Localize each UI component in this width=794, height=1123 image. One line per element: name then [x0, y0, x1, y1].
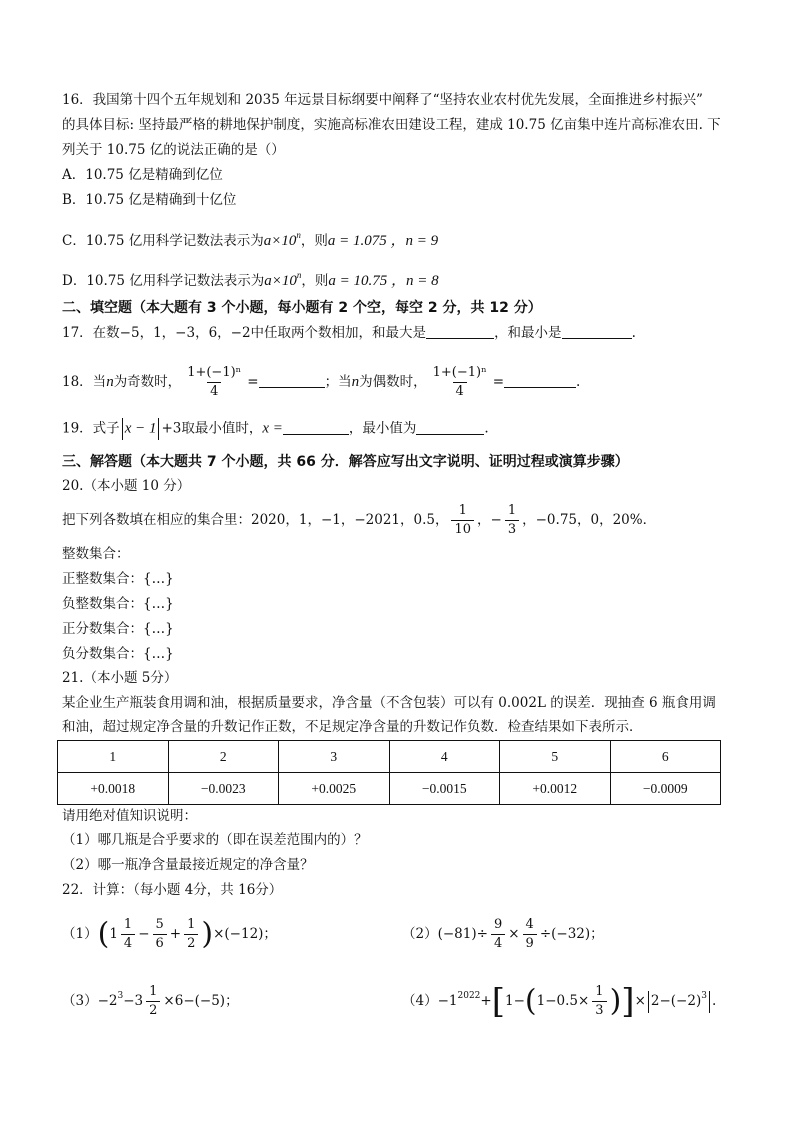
calc-4-label: （4） [402, 993, 438, 1009]
q18 [62, 362, 580, 402]
calc-4-exp: 2022 [457, 991, 481, 1001]
calc-2-label: （2） [402, 926, 438, 942]
calc-2-frac-1 [491, 916, 505, 953]
table-cell: 5 [500, 741, 611, 773]
q19-blank-x[interactable] [283, 420, 349, 435]
table-row-bottle-numbers [58, 741, 721, 773]
q16-c-values: a = 1.075 ，n = 9 [327, 233, 439, 249]
q17-blank-min[interactable] [562, 324, 632, 339]
calc-1-label: （1） [62, 926, 98, 942]
set-negative-integers: 负整数集合：{…} [62, 596, 174, 612]
calc-3-exp: 3 [117, 991, 124, 1001]
paren-open: ( [97, 916, 110, 952]
frac-den: 4 [121, 934, 135, 953]
q20-stem [62, 500, 656, 540]
q18-eq-even: = [492, 374, 505, 390]
table-cell: +0.0012 [500, 773, 611, 805]
q16-d-expr: a×10 [264, 273, 297, 289]
calc-4-abs-exp: 3 [701, 991, 707, 1001]
q16-c-then: ，则 [300, 233, 328, 249]
q19 [62, 418, 489, 440]
calc-4-abs: 2−(−2) [650, 993, 702, 1009]
table-row-deviations [58, 773, 721, 805]
q18-end: . [576, 374, 581, 390]
q21-results-table [57, 740, 721, 805]
q20-f1-num: 1 [458, 503, 467, 518]
frac-den: 9 [523, 934, 537, 953]
abs-bar-left [122, 418, 123, 440]
calc-4-times: × [634, 993, 646, 1009]
q22-calc-1 [62, 912, 277, 956]
calc-4-frac [592, 983, 606, 1020]
q18-text-c: ；当 [324, 374, 352, 390]
table-cell: +0.0025 [279, 773, 390, 805]
q16-c-expr: a×10 [263, 233, 297, 249]
q20-title: 20.（本小题 10 分） [62, 478, 191, 494]
paren-open: ( [524, 983, 537, 1019]
q20-f1-den: 10 [451, 520, 474, 539]
frac-num: 5 [155, 917, 164, 932]
calc-4-plus: + [480, 993, 492, 1009]
table-cell: 3 [279, 741, 390, 773]
calc-3-frac [146, 983, 160, 1020]
frac-num: 1 [595, 984, 604, 999]
bracket-close: ] [621, 981, 635, 1022]
section-2-heading: 二、填空题（本大题有 3 个小题，每小题有 2 个空，每空 2 分，共 12 分） [62, 300, 542, 316]
calc-2-times: × [508, 926, 520, 942]
abs-bar-right [158, 418, 159, 440]
q16-option-b: B．10.75 亿是精确到十亿位 [62, 192, 237, 208]
frac-den: 2 [146, 1001, 160, 1020]
calc-1-plus: + [169, 926, 182, 942]
paren-close: ) [201, 916, 214, 952]
q16-d-values: a = 10.75 ，n = 8 [328, 273, 439, 289]
calc-3-label: （3） [62, 993, 98, 1009]
calc-4-a: −1 [437, 993, 458, 1009]
table-cell: −0.0015 [389, 773, 500, 805]
q21-stem-line-2: 和油，超过规定净含量的升数记作正数，不足规定净含量的升数记作负数．检查结果如下表所示． [62, 719, 643, 735]
table-cell: +0.0018 [58, 773, 169, 805]
table-cell: −0.0023 [168, 773, 279, 805]
q18-fraction-even [430, 364, 490, 401]
q21-part-1: （1）哪几瓶是合乎要求的（即在误差范围内的）？ [62, 832, 368, 848]
q20-fraction-2 [505, 502, 519, 539]
calc-1-frac-1 [121, 916, 135, 953]
q21-part-2: （2）哪一瓶净含量最接近规定的净含量？ [62, 857, 314, 873]
table-cell: 1 [58, 741, 169, 773]
q16-stem-line-1: 16．我国第十四个五年规划和 2035 年远景目标纲要中阐释了“坚持农业农村优先发展，全面推进乡村振兴” [62, 92, 703, 108]
frac-den: 6 [153, 934, 167, 953]
bracket-open: [ [491, 981, 505, 1022]
q20-text-c: ，−0.75，0，20%． [522, 512, 657, 528]
q18-blank-even[interactable] [504, 373, 576, 388]
q18-fraction-odd [184, 364, 244, 401]
q16-option-a: A．10.75 亿是精确到亿位 [62, 167, 223, 183]
calc-1-tail: ×(−12)； [213, 926, 277, 942]
q16-stem-line-3: 列关于 10.75 亿的说法正确的是（） [62, 142, 285, 158]
set-negative-fractions: 负分数集合：{…} [62, 646, 174, 662]
q18-text-b: 为奇数时， [113, 374, 182, 390]
q19-x: x = [262, 420, 283, 437]
set-positive-fractions: 正分数集合：{…} [62, 621, 174, 637]
calc-1-minus: − [138, 926, 150, 942]
q16-d-then: ，则 [301, 273, 329, 289]
q18-blank-odd[interactable] [259, 373, 325, 388]
calc-4-d: 1−0.5× [536, 993, 590, 1009]
frac-num: 1 [187, 917, 196, 932]
set-integers: 整数集合： [62, 546, 130, 562]
q18-den-even: 4 [453, 382, 467, 401]
calc-4-c: 1− [504, 993, 525, 1009]
q19-abs-expr: x − 1 [124, 420, 157, 437]
q22-calc-4 [402, 974, 716, 1023]
q18-den-odd: 4 [207, 382, 221, 401]
q18-n-even: n [351, 374, 360, 390]
q18-num-even: 1+(−1)ⁿ [432, 365, 487, 380]
q16-option-d [62, 265, 439, 291]
calc-3-tail: ×6−(−5)； [163, 993, 239, 1009]
q17-blank-max[interactable] [426, 324, 494, 339]
q20-f2-den: 3 [505, 520, 519, 539]
q16-d-text: D．10.75 亿用科学记数法表示为 [62, 273, 265, 289]
q20-text-a: 把下列各数填在相应的集合里：2020，1，−1，−2021，0.5， [62, 512, 449, 528]
table-cell: 4 [389, 741, 500, 773]
q18-n-odd: n [106, 374, 114, 390]
q20-fraction-1 [451, 502, 474, 539]
paren-close: ) [609, 983, 622, 1019]
frac-num: 1 [123, 917, 133, 932]
q17-text-a: 17．在数−5，1，−3，6，−2中任取两个数相加，和最大是 [62, 325, 427, 341]
q19-text-a: 19．式子 [62, 420, 120, 437]
q16-option-c [62, 225, 438, 251]
q18-text-a: 18．当 [62, 374, 107, 390]
q22-title: 22．计算：（每小题 4分，共 16分） [62, 882, 283, 898]
q16-d-exp: n [296, 270, 302, 280]
q18-num-odd: 1+(−1)ⁿ [187, 365, 242, 380]
calc-2-a: (−81)÷ [437, 926, 488, 942]
q18-eq-odd: = [247, 374, 259, 390]
q19-blank-min[interactable] [416, 420, 484, 435]
table-cell: −0.0009 [610, 773, 721, 805]
q16-c-text: C．10.75 亿用科学记数法表示为 [62, 233, 264, 249]
frac-den: 4 [491, 934, 505, 953]
frac-den: 3 [592, 1001, 606, 1020]
q22-calc-2 [402, 912, 604, 956]
q21-stem-line-1: 某企业生产瓶装食用调和油，根据质量要求，净含量（不含包装）可以有 0.002L 的误差．现抽查 6 瓶食用调 [62, 695, 716, 711]
q19-text-b: +3取最小值时， [161, 420, 263, 437]
calc-4-end: . [711, 993, 717, 1009]
q16-stem-line-2: 的具体目标: 坚持最严格的耕地保护制度，实施高标准农田建设工程，建成 10.75 亿亩集中连片高标准农田. 下 [62, 117, 721, 133]
q21-ask: 请用绝对值知识说明： [62, 808, 197, 824]
frac-num: 1 [149, 984, 158, 999]
section-3-heading: 三、解答题（本大题共 7 个小题，共 66 分．解答应写出文字说明、证明过程或演算步骤） [62, 454, 629, 470]
calc-3-a: −2 [97, 993, 118, 1009]
frac-den: 2 [184, 934, 198, 953]
q17 [62, 323, 636, 343]
q16-c-exp: n [296, 230, 301, 240]
q21-title: 21.（本小题 5分） [62, 670, 178, 686]
calc-1-whole: 1 [109, 926, 118, 942]
calc-2-tail: ÷(−32)； [539, 926, 604, 942]
q17-end: . [631, 325, 636, 341]
calc-3-b: −3 [123, 993, 144, 1009]
frac-num: 4 [525, 917, 534, 932]
table-cell: 6 [610, 741, 721, 773]
calc-1-frac-3 [184, 916, 198, 953]
calc-2-frac-2 [523, 916, 537, 953]
table-cell: 2 [168, 741, 279, 773]
abs-bar-left [648, 991, 649, 1013]
q17-text-b: ，和最小是 [494, 325, 562, 341]
set-positive-integers: 正整数集合：{…} [62, 571, 174, 587]
calc-1-frac-2 [153, 916, 167, 953]
q20-text-b: ，− [477, 512, 502, 528]
q22-calc-3 [62, 974, 239, 1023]
q19-end: . [484, 420, 489, 437]
abs-bar-right [709, 991, 710, 1013]
q18-text-d: 为偶数时， [359, 374, 427, 390]
q20-f2-num: 1 [507, 503, 517, 518]
frac-num: 9 [493, 917, 503, 932]
q19-text-c: ，最小值为 [348, 420, 417, 437]
